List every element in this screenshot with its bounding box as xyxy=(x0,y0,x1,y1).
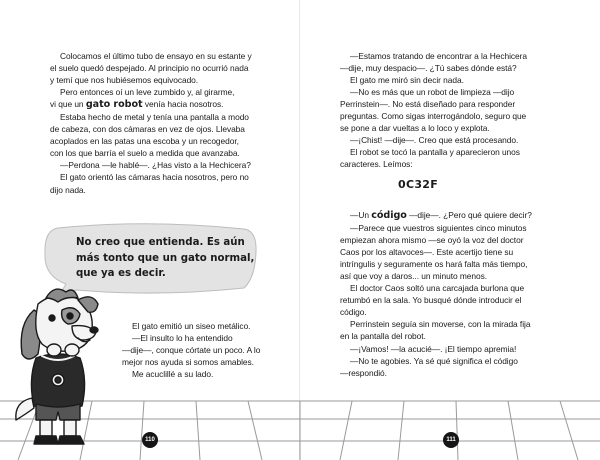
keyword-gato-robot: gato robot xyxy=(85,99,143,111)
text-line: Caos por los altavoces—. Este acertijo tiene su xyxy=(340,247,514,258)
text-line: código. xyxy=(340,307,367,318)
page-number-right: 111 xyxy=(443,432,459,448)
text-line xyxy=(340,209,562,222)
robot-screen-code: 0C32F xyxy=(398,178,439,191)
text-line: Estaba hecho de metal y tenía una pantalla a modo xyxy=(60,112,249,123)
text-line: —respondió. xyxy=(340,367,387,378)
text-line: —Parece que vuestros siguientes cinco minutos xyxy=(350,223,527,234)
text-line: El gato orientó las cámaras hacia nosotros, pero no xyxy=(60,172,249,183)
text-line: acoplados en las patas una escoba y un recogedor, xyxy=(50,136,239,147)
left-top-text xyxy=(50,50,272,196)
text-line: se pone a dar vueltas a lo loco y explota. xyxy=(340,123,490,134)
speech-bubble-text xyxy=(76,235,256,282)
text-line: —No te agobies. Ya sé qué significa el código xyxy=(350,355,518,366)
right-top-text xyxy=(340,50,562,170)
text-line: el suelo quedó despejado. Al principio no ocurrió nada xyxy=(50,63,249,74)
dog-character-illustration xyxy=(8,280,108,450)
text-line: Pero entonces oí un leve zumbido y, al girarme, xyxy=(60,87,235,98)
text-line: —El insulto lo ha entendido xyxy=(132,333,233,344)
text-span: —dije—. ¿Pero qué quiere decir? xyxy=(406,210,532,220)
text-line: dijo nada. xyxy=(50,184,86,195)
keyword-codigo: código xyxy=(371,210,407,221)
text-line: de cabeza, con dos cámaras en vez de ojos. Llevaba xyxy=(50,124,245,135)
text-line: así que voy a daros... un minuto menos. xyxy=(340,271,488,282)
bubble-line: No creo que entienda. Es aún xyxy=(76,237,245,248)
text-line: El doctor Caos soltó una carcajada burlona que xyxy=(350,283,525,294)
text-line: —Perdona —le hablé—. ¿Has visto a la Hechicera? xyxy=(60,160,251,171)
bubble-line: que ya es decir. xyxy=(76,268,166,279)
text-span: vi que un xyxy=(50,99,86,110)
text-line: —dije, muy despacio—. ¿Tú sabes dónde está? xyxy=(340,63,517,74)
text-line xyxy=(50,98,272,111)
bubble-line: más tonto que un gato normal, xyxy=(76,252,255,264)
text-line: intríngulis y seguramente os hará falta más tiempo, xyxy=(340,259,528,270)
text-line: —No es más que un robot de limpieza —dijo xyxy=(350,87,515,98)
left-lower-text xyxy=(122,320,282,380)
text-line: retumbó en la sala. Yo busqué dónde introducir el xyxy=(340,295,522,306)
text-line: y temí que nos hubiésemos equivocado. xyxy=(50,75,199,86)
text-line: empiezan ahora mismo —se oyó la voz del doctor xyxy=(340,235,524,246)
text-line: Perrinstein—. No está diseñado para responder xyxy=(340,99,516,110)
text-line: Perrinstein seguía sin moverse, con la mirada fija xyxy=(350,319,531,330)
text-line: en la pantalla del robot. xyxy=(340,331,426,342)
text-line: —¡Vamos! —la acucié—. ¡El tiempo apremia! xyxy=(350,343,517,354)
text-span: —Un xyxy=(350,210,372,220)
text-line: preguntas. Como sigas interrogándolo, seguro que xyxy=(340,111,527,122)
text-line: Me acuclillé a su lado. xyxy=(132,369,214,380)
text-line: El gato me miró sin decir nada. xyxy=(350,75,464,86)
text-line: —dije—, conque córtate un poco. A lo xyxy=(122,345,261,356)
text-span: venía hacia nosotros. xyxy=(142,99,224,110)
page-number-left: 110 xyxy=(142,432,158,448)
text-line: El gato emitió un siseo metálico. xyxy=(132,321,251,331)
text-line: —Estamos tratando de encontrar a la Hechicera xyxy=(350,51,527,61)
text-line: Colocamos el último tubo de ensayo en su estante y xyxy=(60,51,252,61)
text-line: mejor nos ayuda si somos amables. xyxy=(122,357,254,368)
right-bottom-text xyxy=(340,209,562,379)
text-line: El robot se tocó la pantalla y aparecieron unos xyxy=(350,147,520,158)
text-line: con los que barría el suelo a medida que avanzaba. xyxy=(50,148,240,159)
text-line: —¡Chist! —dije—. Creo que está procesando. xyxy=(350,135,519,146)
text-line: caracteres. Leímos: xyxy=(340,159,413,170)
